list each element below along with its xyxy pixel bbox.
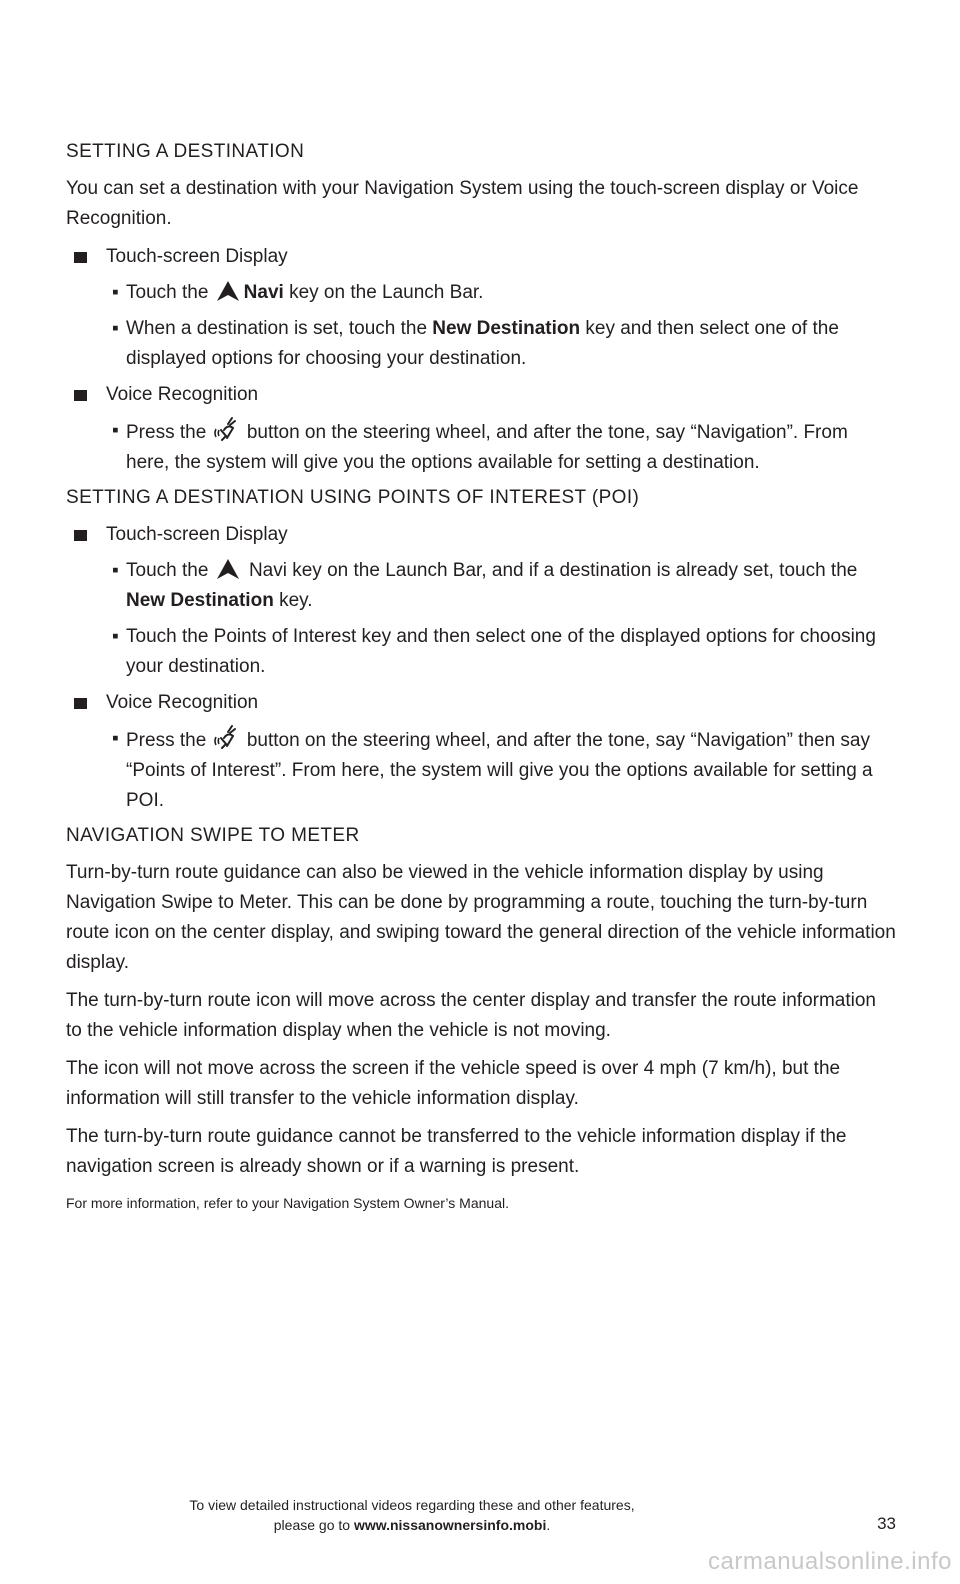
bullet-item: ▪ Touch the Points of Interest key and then select one of the displayed options for choosing your destination. <box>66 622 896 682</box>
page-number: 33 <box>877 1514 896 1533</box>
bullet-item: ▪ Press the button on the steering wheel, and after the tone, say “Navigation” then say “Points of Interest”. From here, the system will give you the options available for setting a POI. <box>66 724 896 816</box>
section-heading-setting-destination: SETTING A DESTINATION <box>66 141 305 162</box>
footer-link[interactable]: www.nissanownersinfo.mobi <box>353 1517 547 1533</box>
paragraph: The turn-by-turn route icon will move across the center display and transfer the route information to the vehicle information display when the vehicle is not moving. <box>66 990 876 1041</box>
intro-paragraph: You can set a destination with your Navigation System using the touch-screen display or Voice Recognition. <box>66 178 859 229</box>
footer-line: To view detailed instructional videos regarding these and other features, <box>189 1497 635 1513</box>
bullet-marker: ▪ <box>112 282 119 303</box>
subheading-voice-recognition <box>66 688 896 718</box>
voice-talk-icon <box>214 724 238 750</box>
navi-arrow-icon <box>216 558 240 580</box>
square-bullet-icon <box>74 698 87 709</box>
section-heading-poi: SETTING A DESTINATION USING POINTS OF INTEREST (POI) <box>66 487 640 508</box>
navi-arrow-icon <box>216 280 240 302</box>
manual-content <box>66 138 896 1214</box>
square-bullet-icon <box>74 252 87 263</box>
subheading-label: Touch-screen Display <box>106 524 288 545</box>
subheading-label: Voice Recognition <box>106 692 259 713</box>
square-bullet-icon <box>74 390 87 401</box>
bullet-marker: ▪ <box>112 728 119 749</box>
footer-line: please go to www.nissanownersinfo.mobi. <box>273 1517 551 1533</box>
bullet-marker: ▪ <box>112 420 119 441</box>
bullet-item: ▪ Touch the Navi key on the Launch Bar. <box>66 278 896 308</box>
paragraph: The turn-by-turn route guidance cannot be transferred to the vehicle information display if the navigation screen is already shown or if a warning is present. <box>66 1126 847 1177</box>
bullet-marker: ▪ <box>112 560 119 581</box>
bullet-item: ▪ Press the button on the steering wheel, and after the tone, say “Navigation”. From here, the system will give you the options available for setting a destination. <box>66 416 896 478</box>
watermark: carmanualsonline.info <box>708 1548 952 1575</box>
subheading-label: Voice Recognition <box>106 384 259 405</box>
subheading-touch-screen <box>66 520 896 550</box>
bullet-item: ▪ Touch the Navi key on the Launch Bar, and if a destination is already set, touch the New Destination key. <box>66 556 896 616</box>
paragraph: Turn-by-turn route guidance can also be viewed in the vehicle information display by using Navigation Swipe to Meter. This can be done by programming a route, touching the turn-by-turn route icon on the center display, and swiping toward the general direction of the vehicle information display. <box>66 862 896 973</box>
voice-talk-icon <box>214 416 238 442</box>
bullet-item: ▪ When a destination is set, touch the New Destination key and then select one of the displayed options for choosing your destination. <box>66 314 896 374</box>
bullet-marker: ▪ <box>112 318 119 339</box>
square-bullet-icon <box>74 530 87 541</box>
subheading-voice-recognition <box>66 380 896 410</box>
subheading-touch-screen <box>66 242 896 272</box>
subheading-label: Touch-screen Display <box>106 246 288 267</box>
footnote: For more information, refer to your Navigation System Owner’s Manual. <box>66 1195 509 1211</box>
paragraph: The icon will not move across the screen if the vehicle speed is over 4 mph (7 km/h), but the information will still transfer to the vehicle information display. <box>66 1058 841 1109</box>
bullet-marker: ▪ <box>112 626 119 647</box>
section-heading-swipe-to-meter: NAVIGATION SWIPE TO METER <box>66 825 360 846</box>
